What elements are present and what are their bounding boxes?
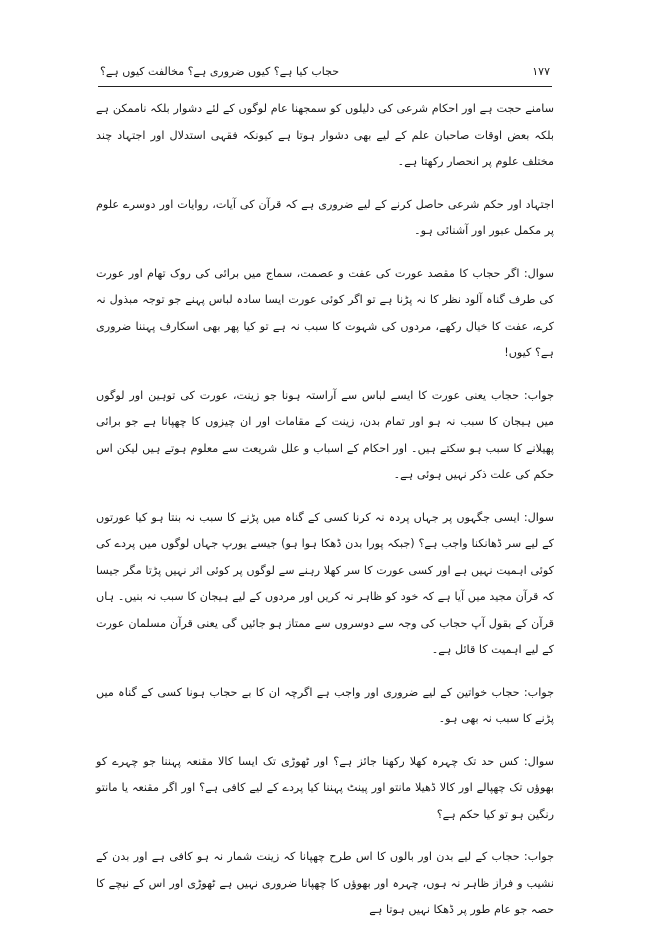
- body-text: [96, 96, 554, 940]
- running-header-title: حجاب کیا ہے؟ کیوں ضروری ہے؟ مخالفت کیوں ہے؟: [100, 65, 340, 78]
- running-header: [100, 62, 550, 82]
- answer-1: جواب: حجاب یعنی عورت کا ایسے لباس سے آراستہ ہونا جو زینت، عورت کی توہین اور لوگوں میں ہیجان کا سبب نہ ہو اور تمام بدن، زینت کے مقامات اور ان چیزوں کا چھپانا ہے جو برائی پھیلانے کا سبب ہو سکتے ہیں۔ اور احکام کے اسباب و علل شریعت سے معلوم ہوتے ہیں لیکن اس حکم کی علت ذکر نہیں ہوئی ہے۔: [96, 388, 554, 481]
- answer-2: جواب: حجاب خواتین کے لیے ضروری اور واجب ہے اگرچہ ان کا بے حجاب ہونا کسی کے گناہ میں پڑنے کا سبب نہ بھی ہو۔: [96, 685, 554, 725]
- header-divider: [98, 86, 552, 87]
- question-3: سوال: کس حد تک چہرہ کھلا رکھنا جائز ہے؟ اور ٹھوڑی تک ایسا کالا مقنعہ پہننا جو چہرے کو بھوؤں تک چھپالے اور کالا ڈھیلا مانتو اور پینٹ پہننا کیا پردے کے لیے کافی ہے؟ اور اگر مقنعہ یا مانتو رنگین ہو تو کیا حکم ہے؟: [96, 754, 554, 821]
- page-number: ۱۷۷: [532, 65, 550, 78]
- answer-3: جواب: حجاب کے لیے بدن اور بالوں کا اس طرح چھپانا کہ زینت شمار نہ ہو کافی ہے اور بدن کے نشیب و فراز ظاہر نہ ہوں، چہرہ اور بھوؤں کا چھپانا ضروری نہیں ہے ٹھوڑی اور اس کے نیچے کا حصہ جو عام طور پر ڈھکا نہیں ہوتا ہے: [96, 850, 554, 916]
- question-2: سوال: ایسی جگہوں پر جہاں پردہ نہ کرنا کسی کے گناہ میں پڑنے کا سبب نہ بنتا ہو کیا عورتوں کے لیے سر ڈھانکنا واجب ہے؟ (جبکہ پورا بدن ڈھکا ہوا ہو) جیسے یورپ جہاں لوگوں میں پردے کی کوئی اہمیت نہیں ہے اور کسی عورت کا سر کھلا رہنے سے لوگوں پر کوئی اثر نہیں پڑتا مگر جیسا کہ قرآن مجید میں آیا ہے کہ خود کو ظاہر نہ کریں اور مردوں کے لیے ہیجان کا سبب نہ بنیں۔ ہاں قرآن کے بقول آپ حجاب کی وجہ سے دوسروں سے ممتاز ہو جائیں گی یعنی قرآن مسلمان عورت کے لیے اہمیت کا قائل ہے۔: [96, 510, 554, 656]
- paragraph-intro-continued: سامنے حجت ہے اور احکام شرعی کی دلیلوں کو سمجھنا عام لوگوں کے لئے دشوار بلکہ ناممکن ہے بلکہ بعض اوقات صاحبان علم کے لیے بھی دشوار ہوتا ہے کیونکہ فقہی استدلال اور اجتہاد چند مختلف علوم پر انحصار رکھتا ہے۔: [96, 102, 554, 168]
- paragraph-ijtihad-requirements: اجتہاد اور حکم شرعی حاصل کرنے کے لیے ضروری ہے کہ قرآن کی آیات، روایات اور دوسرے علوم پر مکمل عبور اور آشنائی ہو۔: [96, 197, 554, 237]
- question-1: سوال: اگر حجاب کا مقصد عورت کی عفت و عصمت، سماج میں برائی کی روک تھام اور عورت کی طرف گناہ آلود نظر کا نہ پڑنا ہے تو اگر کوئی عورت ایسا سادہ لباس پہنے جو توجہ مبذول نہ کرے، عفت کا خیال رکھے، مردوں کی شہوت کا سبب نہ ہے تو کیا پھر بھی اسکارف پہننا ضروری ہے؟ کیوں!: [96, 266, 554, 359]
